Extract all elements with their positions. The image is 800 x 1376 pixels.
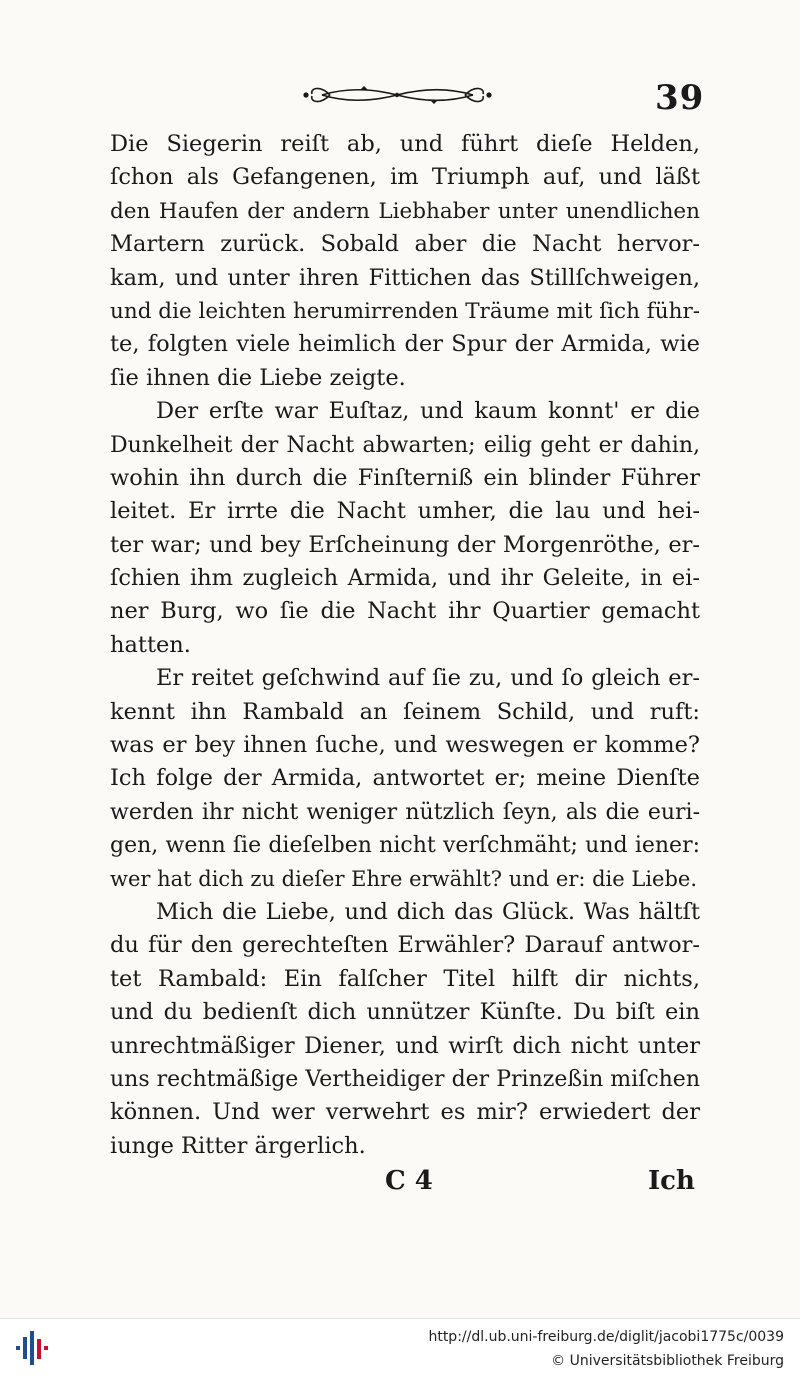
viewer-footer — [0, 1318, 800, 1376]
library-logo-icon — [14, 1331, 54, 1365]
text-line: te, folgten viele heimlich der Spur der Armida, wie — [110, 331, 700, 358]
decorative-ornament-icon — [300, 80, 495, 110]
text-line: iunge Ritter ärgerlich. — [110, 1132, 366, 1159]
text-line: uns rechtmäßige Vertheidiger der Prinzeßin miſchen — [110, 1066, 700, 1092]
text-line: wer hat dich zu dieſer Ehre erwählt? und er: die Liebe. — [110, 866, 698, 891]
text-line: Der erſte war Euſtaz, und kaum konnt' er die — [156, 398, 700, 425]
text-line: ſchien ihm zugleich Armida, und ihr Geleite, in ei- — [110, 565, 700, 592]
catchword: Ich — [648, 1166, 695, 1196]
text-line: leitet. Er irrte die Nacht umher, die lau und hei- — [110, 498, 700, 525]
paragraph — [110, 896, 700, 1163]
text-line: gen, wenn ſie dieſelben nicht verſchmäht; und iener: — [110, 833, 700, 859]
text-line: was er bey ihnen ſuche, und weswegen er komme? — [110, 732, 700, 759]
text-line: ter war; und bey Erſcheinung der Morgenröthe, er- — [110, 531, 700, 558]
text-line: Dunkelheit der Nacht abwarten; eilig geht er dahin, — [110, 432, 700, 458]
text-line: tet Rambald: Ein falſcher Titel hilft dir nichts, — [110, 965, 700, 992]
text-line: werden ihr nicht weniger nützlich ſeyn, als die euri- — [110, 799, 700, 825]
text-line: Mich die Liebe, und dich das Glück. Was hältſt — [156, 898, 700, 925]
text-line: und du bedienſt dich unnützer Künſte. Du biſt ein — [110, 999, 700, 1026]
copyright-notice: © Universitätsbibliothek Freiburg — [551, 1353, 784, 1369]
text-line: ner Burg, wo ſie die Nacht ihr Quartier gemacht — [110, 598, 700, 625]
document-url-link[interactable]: http://dl.ub.uni-freiburg.de/diglit/jacobi1775c/0039 — [428, 1329, 784, 1345]
signature-mark: C 4 — [385, 1166, 433, 1196]
text-line: Er reitet geſchwind auf ſie zu, und ſo gleich er- — [156, 665, 700, 692]
text-line: und die leichten herumirrenden Träume mit ſich führ- — [110, 298, 700, 324]
text-line: Ich folge der Armida, antwortet er; meine Dienſte — [110, 765, 700, 792]
text-line: du für den gerechteſten Erwähler? Darauf antwor- — [110, 932, 700, 959]
paragraph — [110, 662, 700, 896]
text-line: ſie ihnen die Liebe zeigte. — [110, 364, 406, 391]
text-line: hatten. — [110, 631, 191, 658]
text-line: den Haufen der andern Liebhaber unter unendlichen — [110, 198, 700, 224]
page-number: 39 — [655, 78, 705, 118]
text-line: können. Und wer verwehrt es mir? erwiedert der — [110, 1099, 700, 1126]
text-line: wohin ihn durch die Finſterniß ein blinder Führer — [110, 464, 700, 491]
text-line: unrechtmäßiger Diener, und wirſt dich nicht unter — [110, 1032, 700, 1059]
text-line: ſchon als Gefangenen, im Triumph auf, und läßt — [110, 164, 700, 191]
text-line: kam, und unter ihren Fittichen das Stillſchweigen, — [110, 264, 700, 291]
text-line: kennt ihn Rambald an ſeinem Schild, und ruft: — [110, 698, 700, 725]
main-text — [110, 128, 700, 1163]
text-line: Die Siegerin reiſt ab, und führt dieſe Helden, — [110, 131, 700, 157]
paragraph — [110, 395, 700, 662]
text-line: Martern zurück. Sobald aber die Nacht hervor- — [110, 231, 700, 258]
paragraph — [110, 128, 700, 395]
